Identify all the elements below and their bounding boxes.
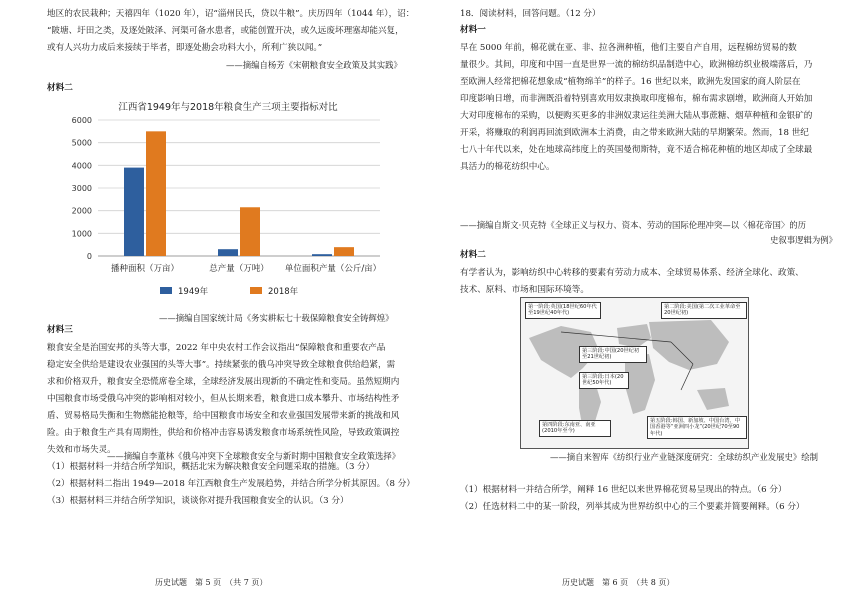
material-2-line: 有学者认为，影响纺织中心转移的要素有劳动力成本、全球贸易体系、经济全球化、政策、	[460, 268, 804, 278]
legend-label: 1949年	[178, 287, 209, 297]
x-tick-label: 单位面积产量（公斤/亩）	[284, 264, 382, 274]
x-tick-label: 总产量（万吨）	[209, 264, 269, 274]
intro-line: 地区的农民栽种；天禧四年（1020 年），诏“淄州民氏，贷以牛粮”。庆历四年（1044 年），诏：	[47, 9, 415, 19]
material-1-source: ——摘编自斯文·贝克特《全球正义与权力、资本、劳动的国际伦理冲突—以〈棉花帝国〉的历	[460, 220, 807, 230]
y-tick-label: 6000	[71, 116, 92, 125]
material-2-heading: 材料二	[47, 83, 73, 93]
grain-chart	[50, 98, 390, 308]
material-3-line: 盾、贸易格局失衡和生物燃能抢粮等，给中国粮食市场安全和农业强国发展带来新的挑战和风	[47, 411, 400, 421]
y-tick-label: 2000	[71, 206, 92, 216]
legend-swatch	[250, 287, 262, 294]
map-label-stage-3-china: 第三阶段:中国(20世纪初至21世纪初)	[579, 346, 647, 363]
bar-2018	[334, 247, 354, 256]
map-label-stage-3-japan: 第三阶段:日本(20世纪50年代)	[579, 372, 629, 389]
y-tick-label: 4000	[71, 161, 92, 171]
material-1-line: 印度影响日增，而非洲既沿着特别喜欢用奴隶换取印度棉布，棉布需求剧增，欧洲商人开始加	[460, 94, 813, 104]
chart-source: ——摘编自国家统计局《务实耕耘七十载保障粮食安全铸辉煌》	[159, 313, 394, 323]
material-1-line: 量很少。其间，印度和中国一直是世界一流的棉纺织品制造中心，欧洲棉纺织业极端落后，乃	[460, 60, 813, 70]
intro-line: “陂塘、圩田之类，及逐处陂泽、河渠可备水患者，或能创置开决，或久远废坏理塞却能兴复，	[47, 26, 404, 36]
bar-1949	[124, 168, 144, 256]
material-1-heading: 材料一	[460, 25, 486, 35]
x-tick-label: 播种面积（万亩）	[110, 264, 180, 274]
material-3-line: 粮食安全是治国安邦的头等大事，2022 年中央农村工作会议指出“保障粮食和重要农产品	[47, 343, 386, 353]
map-label-stage-4: 第四阶段:东南亚、南亚(2010年至今)	[539, 420, 611, 437]
material-3-line: 险。由于粮食生产具有周期性，供给和价格冲击容易诱发粮食市场系统性风险，导致政策调控	[47, 428, 400, 438]
question-1: （1）根据材料一并结合所学知识，概括北宋为解决粮食安全问题采取的措施。（3 分）	[47, 462, 375, 472]
page-footer: 历史试题 第 5 页 （共 7 页）	[155, 578, 268, 587]
question-2: （2）任选材料二中的某一阶段，列举其成为世界纺织中心的三个要素并简要阐释。（6 分）	[460, 502, 805, 512]
legend-swatch	[160, 287, 172, 294]
bar-2018	[240, 207, 260, 256]
material-1-line: 至欧洲人经常把棉花想象成“植物绵羊”的样子。16 世纪以来，欧洲先发国家的商人阶层在	[460, 77, 801, 87]
material-3-line: 稳定安全供给是建设农业强国的头等大事”。持续紧张的俄乌冲突导致全球粮食供给趋紧，需	[47, 360, 396, 370]
textile-center-world-map	[520, 297, 749, 449]
y-tick-label: 5000	[71, 138, 92, 148]
intro-line: 或有人兴功力成后来接续于毕者，即逐处勘会功料大小，所利广狭以闻。”	[47, 43, 323, 53]
material-2-heading: 材料二	[460, 250, 486, 260]
material-3-line: 中国粮食市场受俄乌冲突的影响相对较小，但从长期来看，粮食进口成本攀升、市场结构性矛	[47, 394, 400, 404]
map-source: ——摘自来智库《纺织行业产业链深度研究：全球纺织产业发展史》绘制	[550, 452, 818, 462]
material-3-heading: 材料三	[47, 325, 73, 335]
question-title: 18．阅读材料，回答问题。（12 分）	[460, 9, 601, 19]
map-label-stage-5: 第五阶段:韩国、新加坡、中国台湾、中国香港等“亚洲四小龙”(20世纪70至90年代)	[647, 416, 747, 439]
question-2: （2）根据材料二指出 1949—2018 年江西粮食生产发展趋势，并结合所学分析其原因。（8 分）	[47, 479, 415, 489]
map-label-stage-2: 第二阶段:美国(第二次工业革命至20世纪初)	[661, 302, 747, 319]
intro-source: ——摘编自杨芳《宋朝粮食安全政策及其实践》	[226, 60, 402, 70]
bar-1949	[218, 249, 238, 256]
bar-1949	[312, 254, 332, 256]
y-tick-label: 1000	[71, 229, 92, 239]
question-3: （3）根据材料三并结合所学知识，谈谈你对提升我国粮食安全的认识。（3 分）	[47, 496, 349, 506]
page-footer: 历史试题 第 6 页 （共 8 页）	[562, 578, 675, 587]
y-tick-label: 0	[86, 252, 92, 261]
material-1-line: 开采，将赚取的利润再回流到欧洲本土消费，由之带来欧洲大陆的早期繁荣。然而，18 世纪	[460, 128, 809, 138]
legend-label: 2018年	[268, 287, 299, 297]
y-tick-label: 3000	[71, 184, 92, 193]
material-1-line: 具活力的棉花纺织中心。	[460, 162, 555, 172]
material-3-line: 失效和市场失灵。	[47, 445, 116, 455]
material-1-source-cont: 史叙事逻辑为例》	[770, 235, 837, 245]
map-label-stage-1: 第一阶段:英国(18世纪60年代至19世纪40年代)	[525, 302, 601, 319]
material-3-source: ——摘编自李董林《俄乌冲突下全球粮食安全与新时期中国粮食安全政策选择》	[107, 451, 401, 461]
material-1-line: 大对印度棉布的采购，以便购买更多的非洲奴隶运往美洲大陆从事蔗糖、烟草种植和金银矿的	[460, 111, 813, 121]
chart-title: 江西省1949年与2018年粮食生产三项主要指标对比	[118, 102, 338, 113]
question-1: （1）根据材料一并结合所学，阐释 16 世纪以来世界棉花贸易呈现出的特点。（6 分）	[460, 485, 787, 495]
bar-2018	[146, 131, 166, 256]
material-1-line: 早在 5000 年前，棉花就在亚、非、拉各洲种植，他们主要自产自用，远程棉纺贸易的数	[460, 43, 797, 53]
material-3-line: 求和价格双升，粮食安全恐慌席卷全球，全球经济发展出现新的不确定性和变局。虽然短期内	[47, 377, 400, 387]
material-2-line: 技术、原料、市场和国际环境等。	[460, 285, 589, 295]
right-page	[430, 0, 860, 607]
material-1-line: 七八十年代以来，处在地球高纬度上的英国曼彻斯特，竟不适合棉花种植的地区却成了全球最	[460, 145, 813, 155]
